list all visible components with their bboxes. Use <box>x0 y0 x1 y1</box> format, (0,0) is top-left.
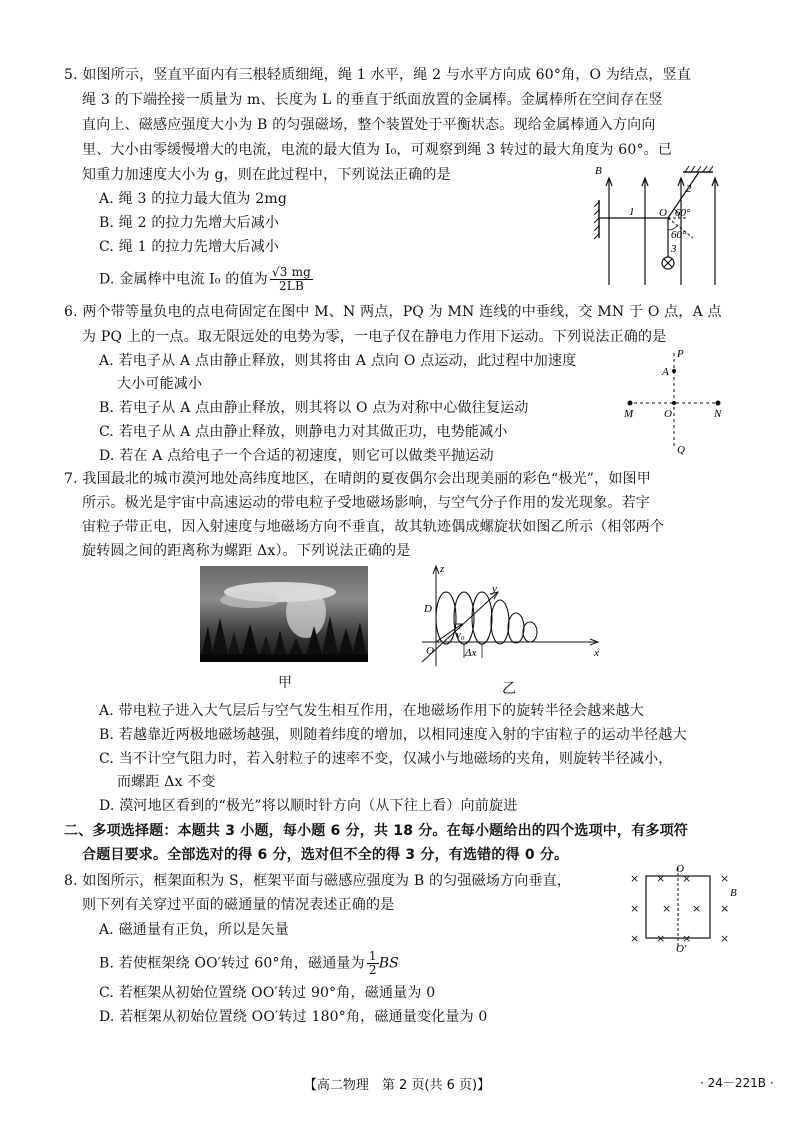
q8-fig-o-prime-label: O′ <box>676 943 687 954</box>
svg-text:×: × <box>656 932 666 945</box>
q6-fig-p-label: P <box>677 348 684 360</box>
svg-text:×: × <box>630 902 640 915</box>
q5-line-2: 绳 3 的下端拴接一质量为 m、长度为 L 的垂直于纸面放置的金属棒。金属棒所在空间存在竖 <box>82 92 663 108</box>
q8-line-2: 则下列有关穿过平面的磁通量的情况表述正确的是 <box>82 897 395 913</box>
q6-fig-n-label: N <box>714 408 722 420</box>
q7-option-a: A. 带电粒子进入大气层后与空气发生相互作用，在地磁场作用下的旋转半径会越来越大 <box>99 703 645 719</box>
q7-fig-o-label: O <box>426 645 434 657</box>
q7-line-2: 所示。极光是宇宙中高速运动的带电粒子受地磁场影响，与空气分子作用的发光现象。若宇 <box>82 495 650 511</box>
q8-b-numerator: 1 <box>368 949 377 963</box>
svg-text:×: × <box>720 932 730 945</box>
q8-option-b-suffix: BS <box>378 955 399 972</box>
aurora-photo <box>200 566 368 662</box>
q8-b-denominator: 2 <box>368 963 377 977</box>
q5-fig-b-label: B <box>595 165 602 177</box>
q7-line-1: 7. 我国最北的城市漠河地处高纬度地区，在晴朗的夏夜偶尔会出现美丽的彩色“极光”，如图甲 <box>64 471 651 487</box>
q8-line-1: 8. 如图所示，框架面积为 S，框架平面与磁感应强度为 B 的匀强磁场方向垂直， <box>64 873 572 889</box>
q5-option-d-text: D. 金属棒中电流 I₀ 的值为 <box>99 271 268 288</box>
q5-option-b: B. 绳 2 的拉力先增大后减小 <box>99 215 280 231</box>
q7-fig-d-label: D <box>424 603 432 615</box>
q6-option-c: C. 若电子从 A 点由静止释放，则静电力对其做正功，电势能减小 <box>99 424 508 440</box>
q7-option-d: D. 漠河地区看到的“极光”将以顺时针方向（从下往上看）向前旋进 <box>99 798 518 814</box>
q5-fig-o-label: O <box>659 207 667 219</box>
q7-fig-x-label: x <box>594 647 599 659</box>
q5-fig-rope1-label: 1 <box>629 206 635 218</box>
caption-jia: 甲 <box>278 675 293 691</box>
q7-option-b: B. 若越靠近两极地磁场越强，则随着纬度的增加，以相同速度入射的宇宙粒子的运动半径越大 <box>99 727 687 743</box>
q7-fig-y-label: y <box>492 583 497 595</box>
q8-figure <box>624 862 744 954</box>
q7-helix-figure <box>418 562 604 672</box>
q7-line-3: 宙粒子带正电，因入射速度与地磁场方向不垂直，故其轨迹偶成螺旋状如图乙所示（相邻两个 <box>82 519 665 535</box>
q7-line-4: 旋转圆之间的距离称为螺距 Δx）。下列说法正确的是 <box>82 543 411 559</box>
q7-option-c-line-1: C. 当不计空气阻力时，若入射粒子的速率不变，仅减小与地磁场的夹角，则旋转半径减小， <box>99 751 673 767</box>
q6-line-1: 6. 两个带等量负电的点电荷固定在图中 M、N 两点，PQ 为 MN 连线的中垂线，交 MN 于 O 点，A 点 <box>64 304 722 320</box>
q5-fig-angle2-label: 60° <box>671 229 687 241</box>
page-footer: 【高二物理 第 2 页(共 6 页)】 <box>303 1078 491 1093</box>
q5-figure <box>585 160 735 290</box>
svg-text:×: × <box>656 872 666 885</box>
q6-option-d: D. 若在 A 点给电子一个合适的初速度，则它可以做类平抛运动 <box>99 448 494 464</box>
section-2-heading-line-2: 合题目要求。全部选对的得 6 分，选对但不全的得 3 分，有选错的得 0 分。 <box>82 847 569 863</box>
q5-line-3: 直向上、磁感应强度大小为 B 的匀强磁场，整个装置处于平衡状态。现给金属棒通入方向向 <box>82 117 656 133</box>
q7-fig-z-label: z <box>440 563 445 575</box>
q6-option-b: B. 若电子从 A 点由静止释放，则其将以 O 点为对称中心做往复运动 <box>99 400 529 416</box>
q6-line-2: 为 PQ 上的一点。取无限远处的电势为零，一电子仅在静电力作用下运动。下列说法正确的是 <box>82 329 667 345</box>
svg-text:×: × <box>692 902 702 915</box>
q5-fig-angle1-label: 60° <box>675 207 691 219</box>
q5-option-c: C. 绳 1 的拉力先增大后减小 <box>99 239 280 255</box>
svg-text:×: × <box>682 932 692 945</box>
q8-option-d: D. 若框架从初始位置绕 OO′转过 180°角，磁通量变化量为 0 <box>99 1009 488 1025</box>
q8-option-b-fraction <box>367 950 379 977</box>
q5-d-denominator: 2LB <box>278 279 304 293</box>
section-2-heading-line-1: 二、多项选择题：本题共 3 小题，每小题 6 分，共 18 分。在每小题给出的四个选项中，有多项符 <box>64 823 689 839</box>
q6-option-a-line-1: A. 若电子从 A 点由静止释放，则其将由 A 点向 O 点运动，此过程中加速度 <box>99 353 577 369</box>
q5-d-numerator: √3 mg <box>271 265 312 279</box>
q8-fig-o-label: O <box>676 863 684 875</box>
q8-fig-b-label: B <box>730 887 737 899</box>
q7-fig-dx-label: Δx <box>465 647 477 659</box>
q5-option-d-fraction <box>270 266 313 293</box>
q6-figure <box>618 345 728 457</box>
q8-option-a: A. 磁通量有正负，所以是矢量 <box>99 922 290 938</box>
svg-text:×: × <box>630 872 640 885</box>
q5-option-a: A. 绳 3 的拉力最大值为 2mg <box>99 191 288 207</box>
q6-fig-o-label: O <box>664 408 672 420</box>
svg-text:×: × <box>630 932 640 945</box>
svg-text:×: × <box>720 902 730 915</box>
q8-option-b-text: B. 若使框架绕 OO′转过 60°角，磁通量为 <box>99 955 365 972</box>
aurora-photo-drawing <box>200 566 368 662</box>
q6-fig-q-label: Q <box>677 444 685 456</box>
svg-text:×: × <box>720 872 730 885</box>
q6-option-a-line-2: 大小可能减小 <box>117 376 203 392</box>
q5-line-4: 里、大小由零缓慢增大的电流，电流的最大值为 I₀，可观察到绳 3 转过的最大角度为 60°。已 <box>82 142 673 158</box>
q5-fig-rope3-label: 3 <box>671 243 677 255</box>
q8-option-b <box>99 950 399 977</box>
q5-line-5: 知重力加速度大小为 g，则在此过程中，下列说法正确的是 <box>82 167 451 183</box>
q5-option-d <box>99 266 313 293</box>
q6-fig-a-label: A <box>662 366 669 378</box>
svg-text:×: × <box>682 872 692 885</box>
q5-fig-rope2-label: 2 <box>686 183 692 195</box>
svg-text:×: × <box>662 902 672 915</box>
paper-code: · 24－221B · <box>700 1076 774 1090</box>
q8-option-c: C. 若框架从初始位置绕 OO′转过 90°角，磁通量为 0 <box>99 985 436 1001</box>
q7-fig-v0-label: v₀ <box>456 629 465 641</box>
caption-yi: 乙 <box>502 681 517 697</box>
q5-line-1: 5. 如图所示，竖直平面内有三根轻质细绳，绳 1 水平，绳 2 与水平方向成 60°角，O 为结点，竖直 <box>64 67 692 83</box>
q7-option-c-line-2: 而螺距 Δx 不变 <box>117 774 216 790</box>
q6-fig-m-label: M <box>624 408 634 420</box>
